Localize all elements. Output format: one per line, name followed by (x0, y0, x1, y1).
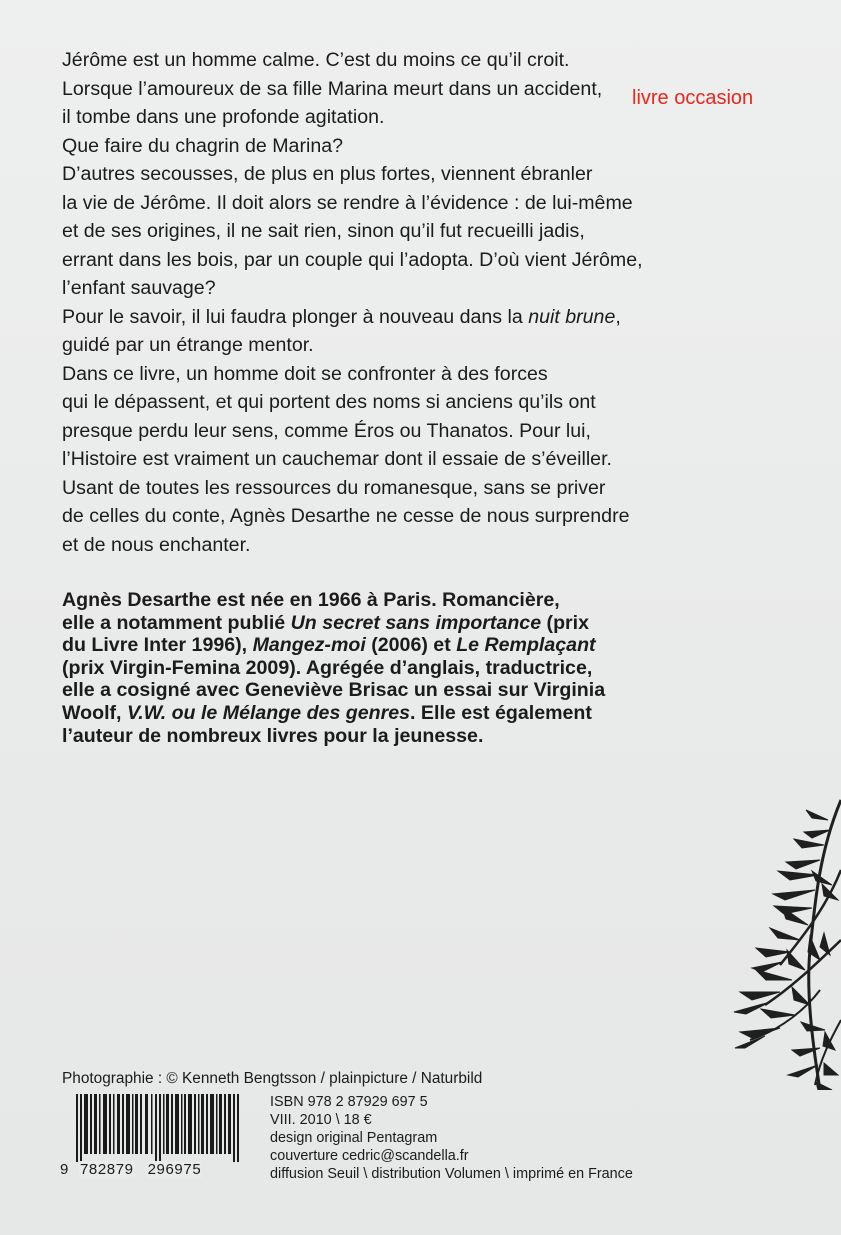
plant-silhouette-illustration (720, 790, 841, 1090)
book-title-italic: nuit brune (528, 305, 616, 328)
barcode-digit-group: 782879 (79, 1161, 134, 1178)
barcode-digit-group: 296975 (147, 1161, 202, 1178)
blurb-line: et de ses origines, il ne sait rien, sinon qu’il fut recueilli jadis, (62, 220, 585, 242)
blurb-line: Dans ce livre, un homme doit se confronter à des forces (62, 362, 548, 385)
bio-line: elle a cosigné avec Geneviève Brisac un essai sur Virginia (62, 679, 606, 702)
barcode-first-digit: 9 (60, 1161, 69, 1178)
bio-segment: Woolf, (62, 701, 127, 724)
date-price-text: VIII. 2010 \ 18 € (270, 1112, 372, 1128)
cover-credit: couverture cedric@scandella.fr (270, 1148, 469, 1164)
barcode-number (60, 1161, 202, 1178)
blurb-line: Lorsque l’amoureux de sa fille Marina meurt dans un accident, (62, 77, 603, 100)
bio-line: (prix Virgin-Femina 2009). Agrégée d’anglais, traductrice, (62, 656, 593, 679)
bio-line (62, 612, 762, 635)
blurb-text (62, 46, 712, 559)
design-credit: design original Pentagram (270, 1130, 438, 1146)
author-bio (62, 589, 762, 747)
bio-segment: (2006) et (365, 634, 457, 657)
bio-title-italic: Le Remplaçant (456, 634, 596, 657)
bio-segment: du Livre Inter 1996), (62, 634, 253, 657)
bio-title-italic: V.W. ou le Mélange des genres (126, 701, 411, 724)
bio-title-italic: Un secret sans importance (290, 611, 542, 634)
bio-line: Agnès Desarthe est née en 1966 à Paris. Romancière, (62, 589, 560, 611)
blurb-line: Que faire du chagrin de Marina? (62, 134, 344, 157)
blurb-line: guidé par un étrange mentor. (62, 334, 314, 356)
blurb-line: l’enfant sauvage? (62, 277, 216, 299)
blurb-line: errant dans les bois, par un couple qui l’adopta. D’où vient Jérôme, (62, 248, 643, 271)
isbn-text: ISBN 978 2 87929 697 5 (270, 1094, 428, 1110)
blurb-line: D’autres secousses, de plus en plus fortes, viennent ébranler (62, 163, 593, 185)
blurb-text-segment: , (615, 305, 621, 328)
bio-segment: elle a notamment publié (62, 611, 291, 634)
blurb-line: Jérôme est un homme calme. C’est du moins ce qu’il croit. (62, 49, 570, 71)
photo-credit: Photographie : © Kenneth Bengtsson / plainpicture / Naturbild (62, 1070, 483, 1087)
bio-line (62, 702, 762, 725)
bio-segment: . Elle est également (410, 701, 592, 724)
blurb-line: il tombe dans une profonde agitation. (62, 106, 385, 128)
blurb-text-segment: Pour le savoir, il lui faudra plonger à nouveau dans la (62, 305, 529, 328)
blurb-line: presque perdu leur sens, comme Éros ou Thanatos. Pour lui, (62, 419, 591, 442)
blurb-line (62, 303, 712, 332)
watermark-label: livre occasion (632, 87, 754, 109)
publication-info (270, 1093, 633, 1183)
blurb-line: Usant de toutes les ressources du romanesque, sans se priver (62, 476, 606, 499)
bio-line: l’auteur de nombreux livres pour la jeunesse. (62, 724, 484, 747)
blurb-line: de celles du conte, Agnès Desarthe ne cesse de nous surprendre (62, 505, 630, 527)
blurb-line: l’Histoire est vraiment un cauchemar dont il essaie de s’éveiller. (62, 448, 612, 470)
blurb-line: et de nous enchanter. (62, 533, 251, 556)
blurb-line: la vie de Jérôme. Il doit alors se rendre à l’évidence : de lui-même (62, 191, 633, 214)
blurb-line: qui le dépassent, et qui portent des noms si anciens qu’ils ont (62, 391, 596, 413)
bio-segment: (prix (541, 611, 590, 634)
bio-title-italic: Mangez-moi (252, 634, 366, 657)
distribution-info: diffusion Seuil \ distribution Volumen \ imprimé en France (270, 1166, 633, 1182)
bio-line (62, 634, 762, 657)
